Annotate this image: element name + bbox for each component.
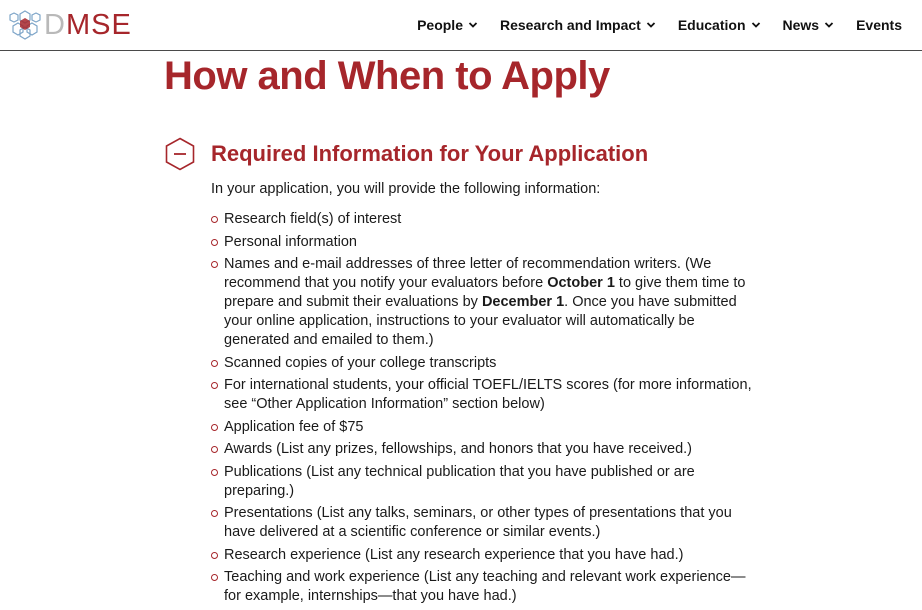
top-navigation-bar [0, 0, 922, 51]
list-item: Personal information [211, 233, 756, 252]
hexagon-lattice-logo-icon [8, 8, 42, 42]
nav-research-and-impact[interactable]: Research and Impact [500, 17, 656, 33]
circle-bullet-icon [211, 424, 218, 431]
section-heading[interactable]: Required Information for Your Application [211, 141, 649, 166]
circle-bullet-icon [211, 469, 218, 476]
circle-bullet-icon [211, 446, 218, 453]
chevron-down-icon [751, 20, 761, 30]
circle-bullet-icon [211, 382, 218, 389]
nav-events[interactable]: Events [856, 17, 902, 33]
dmse-logo[interactable] [8, 8, 132, 42]
list-item: Awards (List any prizes, fellowships, and honors that you have received.) [211, 440, 756, 459]
circle-bullet-icon [211, 552, 218, 559]
chevron-down-icon [824, 20, 834, 30]
collapse-hexagon-icon[interactable] [164, 137, 196, 171]
main-nav [417, 0, 922, 50]
circle-bullet-icon [211, 510, 218, 517]
list-item: Research field(s) of interest [211, 210, 756, 229]
required-info-list [211, 210, 756, 610]
circle-bullet-icon [211, 360, 218, 367]
circle-bullet-icon [211, 261, 218, 268]
nav-news[interactable]: News [783, 17, 835, 33]
circle-bullet-icon [211, 574, 218, 581]
section-intro: In your application, you will provide the following information: [211, 181, 601, 197]
list-item: Research experience (List any research experience that you have had.) [211, 546, 756, 565]
circle-bullet-icon [211, 216, 218, 223]
list-item: Presentations (List any talks, seminars, or other types of presentations that you have delivered at a scientific conference or similar events.) [211, 504, 756, 542]
chevron-down-icon [468, 20, 478, 30]
list-item: Application fee of $75 [211, 418, 756, 437]
list-item: Scanned copies of your college transcripts [211, 354, 756, 373]
nav-education[interactable]: Education [678, 17, 761, 33]
nav-people[interactable]: People [417, 17, 478, 33]
list-item: Publications (List any technical publication that you have published or are preparing.) [211, 463, 756, 501]
list-item: For international students, your official TOEFL/IELTS scores (for more information, see “Other Application Information” section below) [211, 376, 756, 414]
circle-bullet-icon [211, 239, 218, 246]
list-item: Teaching and work experience (List any teaching and relevant work experience—for example, internships—that you have had.) [211, 568, 756, 606]
logo-wordmark: DMSE [44, 9, 132, 41]
list-item: Names and e-mail addresses of three letter of recommendation writers. (We recommend that you notify your evaluators before October 1 to give them time to prepare and submit their evaluations by December 1. Once you have submitted your online application, instructions to your evaluator will automatically be generated and emailed to them.) [211, 255, 756, 350]
page-title: How and When to Apply [164, 54, 610, 98]
chevron-down-icon [646, 20, 656, 30]
